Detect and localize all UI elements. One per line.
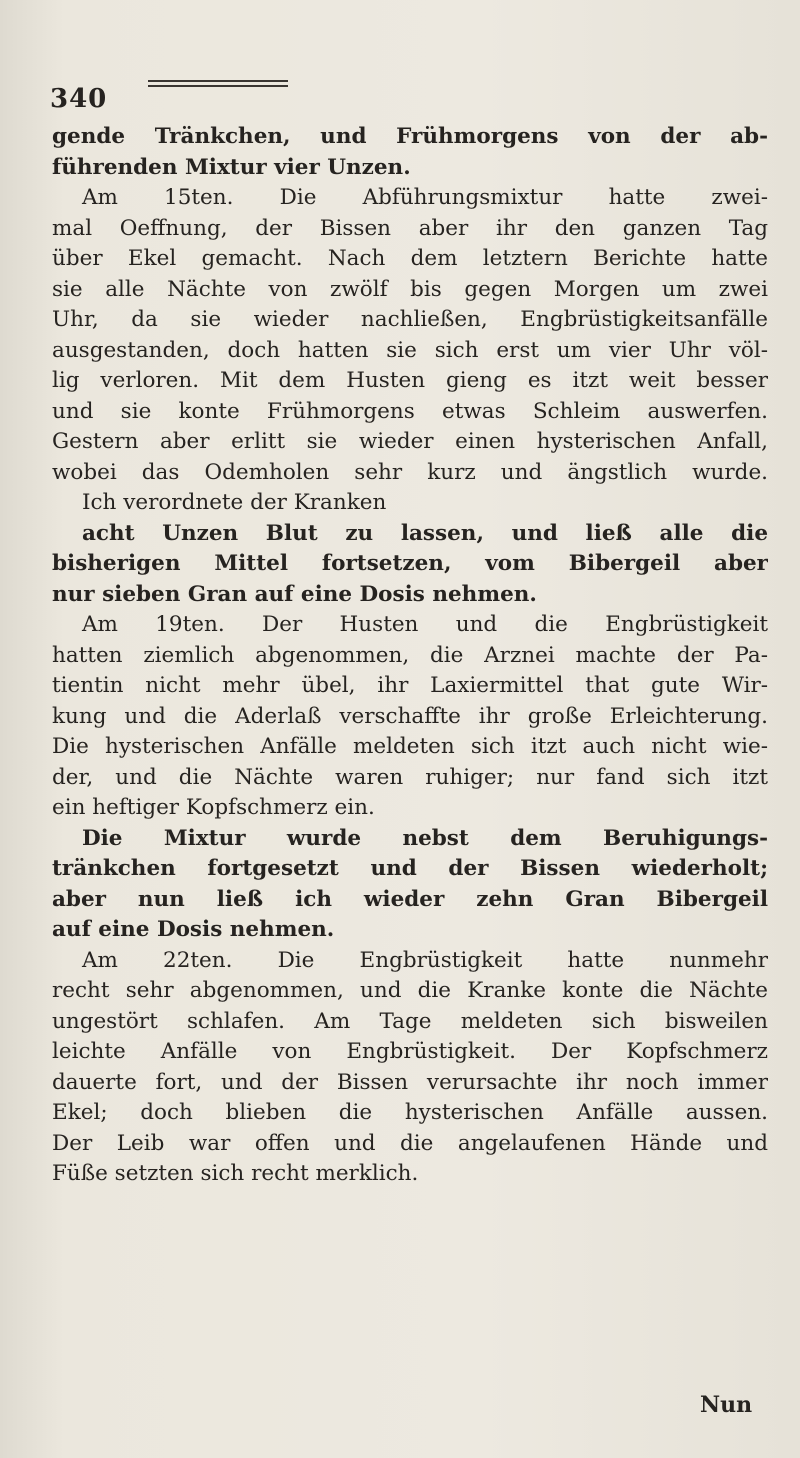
text-line: hatten ziemlich abgenommen, die Arznei machte der Pa- (52, 642, 768, 668)
text-line: Am 22ten. Die Engbrüstigkeit hatte nunmehr (82, 947, 768, 973)
text-line: dauerte fort, und der Bissen verursachte ihr noch immer (52, 1069, 768, 1095)
text-line: lig verloren. Mit dem Husten gieng es itzt weit besser (52, 368, 768, 393)
text-line: kung und die Aderlaß verschaffte ihr große Erleichterung. (52, 703, 768, 729)
text-line: Ich verordnete der Kranken (82, 490, 387, 515)
text-line: gende Tränkchen, und Frühmorgens von der ab- (52, 124, 768, 149)
text-line: Gestern aber erlitt sie wieder einen hysterischen Anfall, (52, 429, 768, 454)
text-line: wobei das Odemholen sehr kurz und ängstlich wurde. (52, 459, 768, 485)
body-text (52, 122, 768, 1190)
text-line: Uhr, da sie wieder nachließen, Engbrüstigkeitsanfälle (52, 307, 768, 332)
text-line: tränkchen fortgesetzt und der Bissen wiederholt; (52, 856, 768, 881)
text-line: Die hysterischen Anfälle meldeten sich itzt auch nicht wie- (52, 734, 768, 759)
text-line: acht Unzen Blut zu lassen, und ließ alle die (82, 520, 768, 546)
text-line: aber nun ließ ich wieder zehn Gran Bibergeil (52, 886, 768, 912)
header-rule (148, 80, 288, 90)
text-line: tientin nicht mehr übel, ihr Laxiermittel that gute Wir- (52, 673, 768, 698)
page-header (50, 80, 770, 120)
text-line: ein heftiger Kopfschmerz ein. (52, 795, 375, 820)
text-line: auf eine Dosis nehmen. (52, 917, 335, 942)
text-line: der, und die Nächte waren ruhiger; nur fand sich itzt (52, 764, 768, 790)
text-line: bisherigen Mittel fortsetzen, vom Bibergeil aber (52, 551, 768, 576)
text-line: nur sieben Gran auf eine Dosis nehmen. (52, 581, 537, 607)
text-line: Am 15ten. Die Abführungsmixtur hatte zwei- (82, 185, 768, 210)
text-line: mal Oeffnung, der Bissen aber ihr den ganzen Tag (52, 215, 768, 241)
catchword: Nun (700, 1392, 753, 1418)
text-line: Die Mixtur wurde nebst dem Beruhigungs- (82, 825, 768, 851)
text-line: sie alle Nächte von zwölf bis gegen Morgen um zwei (52, 276, 768, 302)
text-line: leichte Anfälle von Engbrüstigkeit. Der Kopfschmerz (52, 1039, 768, 1064)
text-line: Füße setzten sich recht merklich. (52, 1161, 419, 1186)
text-line: führenden Mixtur vier Unzen. (52, 154, 411, 180)
text-line: ausgestanden, doch hatten sie sich erst um vier Uhr völ- (52, 337, 768, 363)
text-line: ungestört schlafen. Am Tage meldeten sich bisweilen (52, 1008, 768, 1034)
text-line: recht sehr abgenommen, und die Kranke konte die Nächte (52, 978, 768, 1003)
text-line: Ekel; doch blieben die hysterischen Anfälle aussen. (52, 1100, 768, 1125)
text-line: über Ekel gemacht. Nach dem letztern Berichte hatte (52, 246, 768, 271)
text-line: Der Leib war offen und die angelaufenen Hände und (52, 1130, 768, 1156)
text-line: Am 19ten. Der Husten und die Engbrüstigkeit (82, 612, 768, 637)
text-line: und sie konte Frühmorgens etwas Schleim auswerfen. (52, 398, 768, 424)
page-number: 340 (50, 84, 108, 114)
